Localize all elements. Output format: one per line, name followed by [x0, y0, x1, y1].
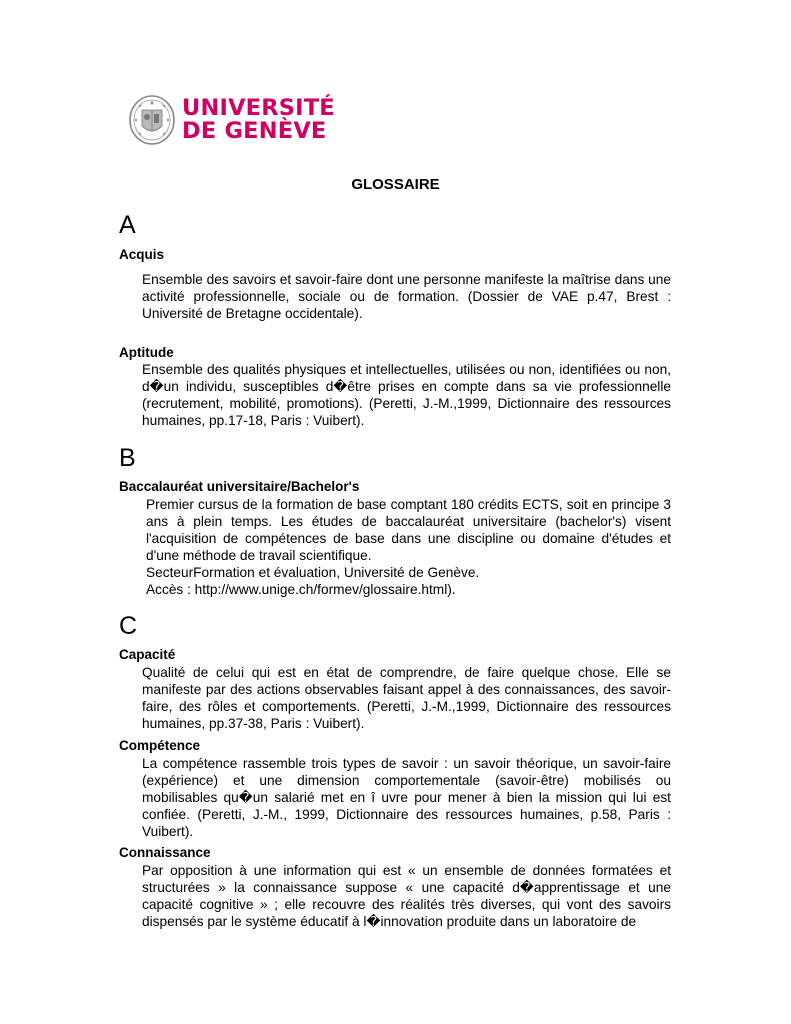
term-baccalaureat: Baccalauréat universitaire/Bachelor's [119, 479, 360, 494]
university-logo [128, 94, 335, 146]
definition-paragraph: La compétence rassemble trois types de savoir : un savoir théorique, un savoir-faire (expérience) et une dimension comportementale (savoir-être) mobilisés ou mobilisables qu�un salarié met en î uvre pour mener à bien la mission qui lui est confiée. (Peretti, J.-M., 1999, Dictionnaire des ressources humaines, p.58, Paris : Vuibert). [142, 756, 671, 839]
definition-paragraph: Qualité de celui qui est en état de comprendre, de faire quelque chose. Elle se manifeste par des actions observables faisant appel à des connaissances, des savoir-faire, des rôles et comportements. (Peretti, J.-M.,1999, Dictionnaire des ressources humaines, pp.37-38, Paris : Vuibert). [142, 665, 671, 731]
university-name [182, 97, 335, 143]
definition-paragraph: Par opposition à une information qui est « un ensemble de données formatées et structurées » la connaissance suppose « une capacité d�apprentissage et une capacité cognitive » ; elle recouvre des réalités très diverses, qui vont des savoirs dispensés par le système éducatif à l�innovation produite dans un laboratoire de [142, 863, 671, 929]
definition-paragraph: Premier cursus de la formation de base comptant 180 crédits ECTS, soit en principe 3 ans à plein temps. Les études de baccalauréat universitaire (bachelor's) visent l'acquisition de compétences de base dans une discipline ou domaine d'études et d'une méthode de travail scientifique. [146, 497, 671, 563]
term-competence: Compétence [119, 738, 201, 753]
logo-line-1: UNIVERSITÉ [182, 95, 335, 121]
source-line: SecteurFormation et évaluation, Université de Genève. [146, 565, 480, 580]
university-seal-icon [128, 94, 176, 146]
section-letter-c: C [119, 612, 138, 640]
definition-paragraph: Ensemble des qualités physiques et intellectuelles, utilisées ou non, identifiées ou non, d�un individu, susceptibles d�être prises en compte dans sa vie professionnelle (recrutement, mobilité, promotions). (Peretti, J.-M.,1999, Dictionnaire des ressources humaines, pp.17-18, Paris : Vuibert). [142, 362, 671, 428]
section-letter-a: A [119, 211, 136, 239]
page-title: GLOSSAIRE [351, 176, 440, 193]
section-letter-b: B [119, 444, 136, 472]
definition-aptitude [142, 361, 671, 429]
term-acquis: Acquis [119, 247, 165, 262]
term-aptitude: Aptitude [119, 345, 174, 360]
term-connaissance: Connaissance [119, 845, 211, 860]
term-capacite: Capacité [119, 647, 176, 662]
definition-baccalaureat [146, 496, 671, 598]
definition-competence [142, 755, 671, 840]
definition-capacite [142, 664, 671, 732]
definition-acquis [142, 271, 671, 322]
definition-connaissance [142, 862, 671, 930]
access-line: Accès : http://www.unige.ch/formev/glossaire.html). [146, 582, 456, 597]
definition-paragraph: Ensemble des savoirs et savoir-faire dont une personne manifeste la maîtrise dans une activité professionnelle, sociale ou de formation. (Dossier de VAE p.47, Brest : Université de Bretagne occidentale). [142, 272, 671, 321]
logo-line-2: DE GENÈVE [182, 118, 327, 144]
